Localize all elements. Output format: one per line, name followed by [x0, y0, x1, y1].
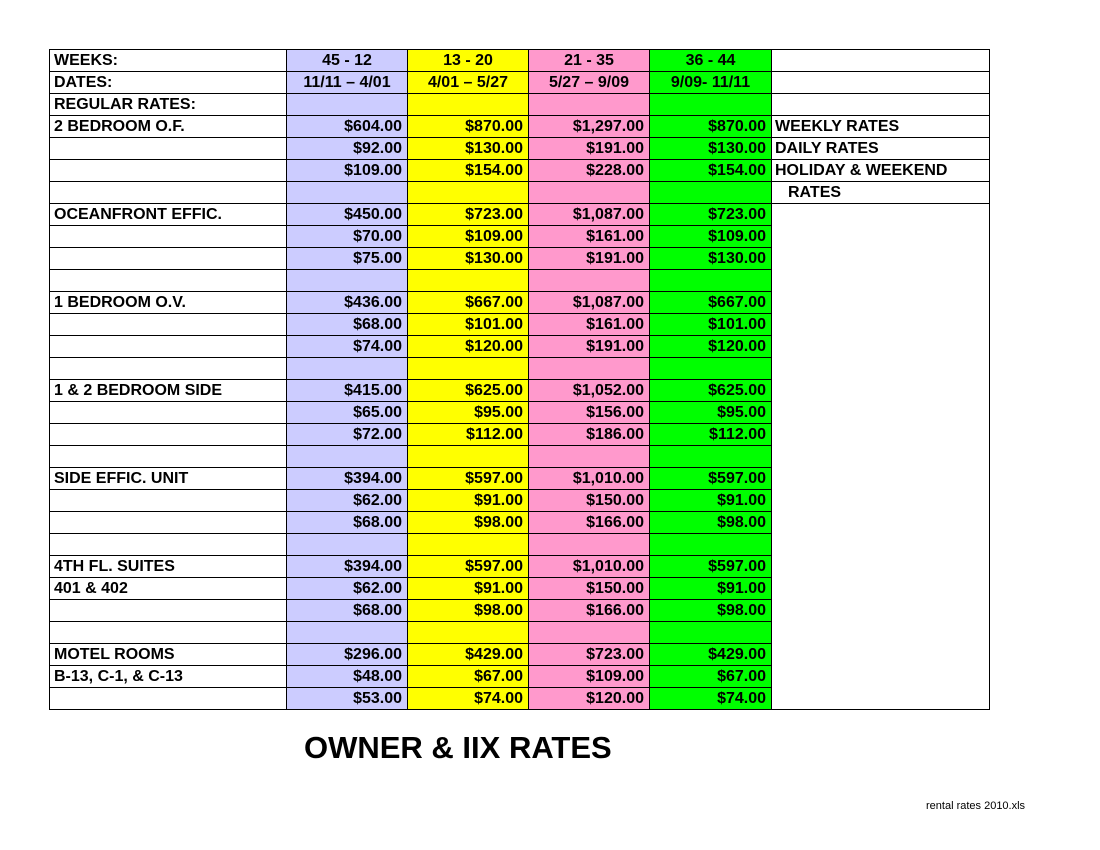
- rate-daily: $91.00: [650, 490, 772, 512]
- empty-cell: [650, 94, 772, 116]
- period-weeks: 36 - 44: [650, 50, 772, 72]
- table-row: [50, 424, 990, 446]
- spacer-row: [50, 182, 990, 204]
- unit-name: OCEANFRONT EFFIC.: [50, 204, 287, 226]
- table-row: [50, 688, 990, 710]
- rate-daily: $150.00: [529, 578, 650, 600]
- rate-daily: $101.00: [650, 314, 772, 336]
- rate-holiday: $186.00: [529, 424, 650, 446]
- dates-label: DATES:: [50, 72, 287, 94]
- unit-label-blank: [50, 600, 287, 622]
- rate-type-label: DAILY RATES: [772, 138, 990, 160]
- notes-cell: [772, 248, 990, 270]
- unit-label-blank: [50, 424, 287, 446]
- rate-daily: $101.00: [408, 314, 529, 336]
- rate-holiday: $112.00: [408, 424, 529, 446]
- weeks-row: [50, 50, 990, 72]
- rate-daily: $150.00: [529, 490, 650, 512]
- regular-rates-row: [50, 94, 990, 116]
- table-row: [50, 490, 990, 512]
- rate-holiday: $75.00: [287, 248, 408, 270]
- rate-daily: $91.00: [408, 578, 529, 600]
- empty-cell: [650, 270, 772, 292]
- rate-weekly: $1,010.00: [529, 468, 650, 490]
- period-weeks: 13 - 20: [408, 50, 529, 72]
- notes-cell: [772, 50, 990, 72]
- notes-cell: [772, 358, 990, 380]
- table-row: [50, 292, 990, 314]
- rate-daily: $62.00: [287, 490, 408, 512]
- page-title: OWNER & IIX RATES: [304, 730, 612, 765]
- rate-daily: $109.00: [529, 666, 650, 688]
- table-row: [50, 600, 990, 622]
- rate-type-label: WEEKLY RATES: [772, 116, 990, 138]
- empty-cell: [50, 270, 287, 292]
- empty-cell: [408, 182, 529, 204]
- empty-cell: [50, 622, 287, 644]
- regular-rates-label: REGULAR RATES:: [50, 94, 287, 116]
- rate-weekly: $1,010.00: [529, 556, 650, 578]
- empty-cell: [408, 622, 529, 644]
- period-dates: 5/27 – 9/09: [529, 72, 650, 94]
- empty-cell: [650, 182, 772, 204]
- notes-cell: [772, 446, 990, 468]
- rate-weekly: $436.00: [287, 292, 408, 314]
- rate-weekly: $667.00: [650, 292, 772, 314]
- dates-row: [50, 72, 990, 94]
- period-weeks: 21 - 35: [529, 50, 650, 72]
- rate-holiday: $98.00: [650, 512, 772, 534]
- notes-cell: [772, 72, 990, 94]
- unit-label-blank: [50, 138, 287, 160]
- unit-label-blank: [50, 226, 287, 248]
- empty-cell: [650, 358, 772, 380]
- table-row: [50, 512, 990, 534]
- period-weeks: 45 - 12: [287, 50, 408, 72]
- weeks-label: WEEKS:: [50, 50, 287, 72]
- notes-cell: [772, 314, 990, 336]
- unit-name: MOTEL ROOMS: [50, 644, 287, 666]
- empty-cell: [50, 182, 287, 204]
- rate-weekly: $870.00: [408, 116, 529, 138]
- rate-holiday: $98.00: [408, 600, 529, 622]
- period-dates: 4/01 – 5/27: [408, 72, 529, 94]
- rate-weekly: $870.00: [650, 116, 772, 138]
- notes-cell: [772, 94, 990, 116]
- empty-cell: [50, 534, 287, 556]
- table-row: [50, 644, 990, 666]
- empty-cell: [287, 358, 408, 380]
- rate-holiday: $109.00: [287, 160, 408, 182]
- notes-cell: [772, 578, 990, 600]
- notes-cell: [772, 490, 990, 512]
- rate-daily: $130.00: [408, 138, 529, 160]
- rate-weekly: $597.00: [650, 468, 772, 490]
- rate-holiday: $191.00: [529, 248, 650, 270]
- empty-cell: [408, 534, 529, 556]
- table-row: [50, 204, 990, 226]
- rate-weekly: $667.00: [408, 292, 529, 314]
- period-dates: 9/09- 11/11: [650, 72, 772, 94]
- notes-cell: [772, 644, 990, 666]
- rate-holiday: $74.00: [650, 688, 772, 710]
- rate-type-label: RATES: [772, 182, 990, 204]
- spacer-row: [50, 358, 990, 380]
- rate-weekly: $604.00: [287, 116, 408, 138]
- rate-daily: $70.00: [287, 226, 408, 248]
- notes-cell: [772, 204, 990, 226]
- rate-holiday: $72.00: [287, 424, 408, 446]
- notes-cell: [772, 336, 990, 358]
- table-row: [50, 468, 990, 490]
- notes-cell: [772, 292, 990, 314]
- rate-weekly: $723.00: [408, 204, 529, 226]
- rate-holiday: $191.00: [529, 336, 650, 358]
- rate-holiday: $228.00: [529, 160, 650, 182]
- rate-daily: $95.00: [408, 402, 529, 424]
- rate-weekly: $394.00: [287, 556, 408, 578]
- rate-weekly: $296.00: [287, 644, 408, 666]
- rate-weekly: $394.00: [287, 468, 408, 490]
- rate-weekly: $597.00: [408, 556, 529, 578]
- notes-cell: [772, 226, 990, 248]
- spacer-row: [50, 270, 990, 292]
- rate-weekly: $429.00: [408, 644, 529, 666]
- rate-weekly: $597.00: [650, 556, 772, 578]
- rate-holiday: $154.00: [650, 160, 772, 182]
- empty-cell: [408, 270, 529, 292]
- rate-holiday: $74.00: [408, 688, 529, 710]
- empty-cell: [529, 446, 650, 468]
- empty-cell: [529, 270, 650, 292]
- rate-daily: $109.00: [650, 226, 772, 248]
- empty-cell: [287, 534, 408, 556]
- unit-label-blank: [50, 248, 287, 270]
- rate-weekly: $1,087.00: [529, 204, 650, 226]
- notes-cell: [772, 402, 990, 424]
- spacer-row: [50, 622, 990, 644]
- rate-weekly: $723.00: [650, 204, 772, 226]
- empty-cell: [529, 94, 650, 116]
- notes-cell: [772, 600, 990, 622]
- rate-holiday: $98.00: [650, 600, 772, 622]
- table-row: [50, 578, 990, 600]
- empty-cell: [529, 622, 650, 644]
- table-row: [50, 556, 990, 578]
- rate-daily: $65.00: [287, 402, 408, 424]
- notes-cell: [772, 688, 990, 710]
- notes-cell: [772, 270, 990, 292]
- unit-label-blank: [50, 490, 287, 512]
- notes-cell: [772, 534, 990, 556]
- rate-holiday: $120.00: [529, 688, 650, 710]
- rate-daily: $68.00: [287, 314, 408, 336]
- empty-cell: [408, 446, 529, 468]
- rate-holiday: $68.00: [287, 512, 408, 534]
- notes-cell: [772, 666, 990, 688]
- empty-cell: [650, 622, 772, 644]
- rate-daily: $130.00: [650, 138, 772, 160]
- notes-cell: [772, 468, 990, 490]
- rate-holiday: $154.00: [408, 160, 529, 182]
- notes-cell: [772, 556, 990, 578]
- rate-weekly: $723.00: [529, 644, 650, 666]
- notes-cell: [772, 424, 990, 446]
- rate-daily: $67.00: [408, 666, 529, 688]
- rate-holiday: $120.00: [650, 336, 772, 358]
- empty-cell: [408, 358, 529, 380]
- rates-table: [49, 49, 990, 710]
- rate-daily: $156.00: [529, 402, 650, 424]
- unit-label-blank: [50, 688, 287, 710]
- rate-daily: $67.00: [650, 666, 772, 688]
- table-row: [50, 666, 990, 688]
- notes-cell: [772, 622, 990, 644]
- rate-holiday: $166.00: [529, 512, 650, 534]
- period-dates: 11/11 – 4/01: [287, 72, 408, 94]
- rate-holiday: $112.00: [650, 424, 772, 446]
- rate-weekly: $1,297.00: [529, 116, 650, 138]
- unit-subtitle: B-13, C-1, & C-13: [50, 666, 287, 688]
- rate-holiday: $120.00: [408, 336, 529, 358]
- unit-label-blank: [50, 314, 287, 336]
- table-row: [50, 226, 990, 248]
- empty-cell: [529, 358, 650, 380]
- unit-name: 1 BEDROOM O.V.: [50, 292, 287, 314]
- rate-holiday: $98.00: [408, 512, 529, 534]
- notes-cell: [772, 380, 990, 402]
- empty-cell: [287, 446, 408, 468]
- rate-holiday: $68.00: [287, 600, 408, 622]
- unit-name: 4TH FL. SUITES: [50, 556, 287, 578]
- notes-cell: [772, 512, 990, 534]
- table-row: [50, 160, 990, 182]
- empty-cell: [408, 94, 529, 116]
- rate-weekly: $625.00: [650, 380, 772, 402]
- rate-weekly: $1,052.00: [529, 380, 650, 402]
- rate-daily: $91.00: [408, 490, 529, 512]
- table-row: [50, 380, 990, 402]
- unit-label-blank: [50, 512, 287, 534]
- rate-daily: $161.00: [529, 314, 650, 336]
- rate-daily: $48.00: [287, 666, 408, 688]
- table-row: [50, 138, 990, 160]
- unit-name: SIDE EFFIC. UNIT: [50, 468, 287, 490]
- rate-holiday: $53.00: [287, 688, 408, 710]
- rate-holiday: $74.00: [287, 336, 408, 358]
- table-row: [50, 402, 990, 424]
- unit-label-blank: [50, 160, 287, 182]
- empty-cell: [287, 622, 408, 644]
- file-name: rental rates 2010.xls: [926, 800, 1026, 812]
- empty-cell: [287, 182, 408, 204]
- rate-daily: $109.00: [408, 226, 529, 248]
- rate-holiday: $130.00: [408, 248, 529, 270]
- rate-holiday: $166.00: [529, 600, 650, 622]
- unit-name: 2 BEDROOM O.F.: [50, 116, 287, 138]
- unit-subtitle: 401 & 402: [50, 578, 287, 600]
- rate-weekly: $1,087.00: [529, 292, 650, 314]
- rate-daily: $62.00: [287, 578, 408, 600]
- empty-cell: [50, 358, 287, 380]
- rate-daily: $95.00: [650, 402, 772, 424]
- rate-daily: $92.00: [287, 138, 408, 160]
- spacer-row: [50, 446, 990, 468]
- unit-label-blank: [50, 402, 287, 424]
- rate-daily: $161.00: [529, 226, 650, 248]
- empty-cell: [287, 270, 408, 292]
- rate-daily: $191.00: [529, 138, 650, 160]
- empty-cell: [529, 182, 650, 204]
- rate-holiday: $130.00: [650, 248, 772, 270]
- rate-daily: $91.00: [650, 578, 772, 600]
- empty-cell: [650, 534, 772, 556]
- table-row: [50, 116, 990, 138]
- table-row: [50, 248, 990, 270]
- unit-label-blank: [50, 336, 287, 358]
- empty-cell: [287, 94, 408, 116]
- unit-name: 1 & 2 BEDROOM SIDE: [50, 380, 287, 402]
- empty-cell: [50, 446, 287, 468]
- rate-weekly: $597.00: [408, 468, 529, 490]
- rate-weekly: $450.00: [287, 204, 408, 226]
- empty-cell: [529, 534, 650, 556]
- table-row: [50, 314, 990, 336]
- table-row: [50, 336, 990, 358]
- rate-weekly: $625.00: [408, 380, 529, 402]
- rate-type-label: HOLIDAY & WEEKEND: [772, 160, 990, 182]
- rate-weekly: $415.00: [287, 380, 408, 402]
- spacer-row: [50, 534, 990, 556]
- rate-weekly: $429.00: [650, 644, 772, 666]
- empty-cell: [650, 446, 772, 468]
